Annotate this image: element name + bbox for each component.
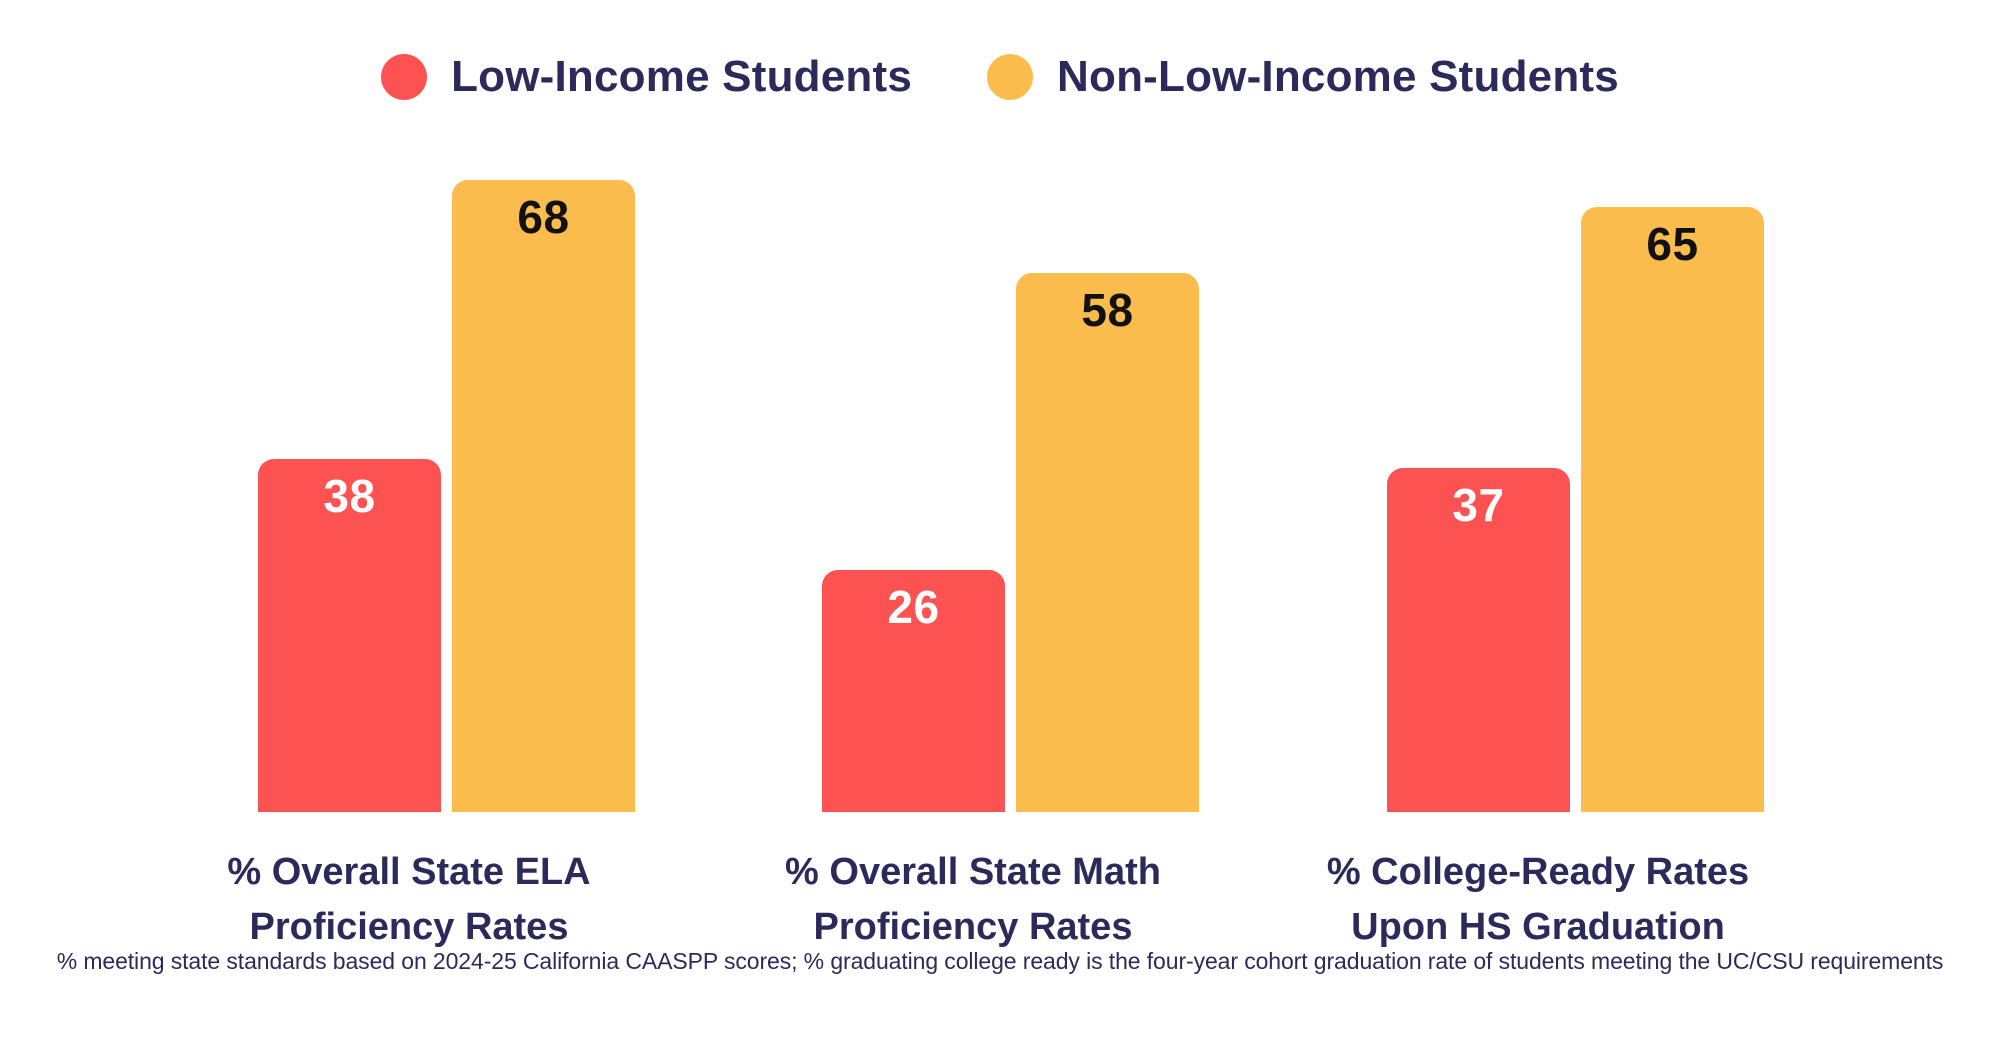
bar-group-ela — [258, 180, 635, 812]
bar-low-income-math — [822, 570, 1005, 812]
value-label-non-low-income-ela: 68 — [517, 191, 570, 243]
bar-non-low-income-college-ready — [1581, 207, 1764, 812]
category-label-math — [693, 845, 1253, 955]
category-label-college-ready-line1: % College-Ready Rates — [1326, 851, 1750, 893]
low-income-swatch-icon — [381, 54, 427, 100]
value-label-low-income-college-ready: 37 — [1452, 479, 1505, 531]
bar-low-income-ela — [258, 459, 441, 812]
footnote: % meeting state standards based on 2024-25 California CAASPP scores; % graduating college ready is the four-year cohort graduation rate of students meeting the UC/CSU requirements — [56, 948, 1944, 974]
bar-group-college-ready — [1387, 207, 1764, 812]
category-label-ela-line1: % Overall State ELA — [227, 851, 591, 893]
category-label-college-ready — [1258, 845, 1818, 955]
category-label-math-line1: % Overall State Math — [785, 851, 1161, 893]
bar-non-low-income-ela — [452, 180, 635, 812]
category-label-math-line2: Proficiency Rates — [813, 906, 1133, 948]
legend-label-low-income: Low-Income Students — [451, 52, 913, 101]
value-label-low-income-math: 26 — [887, 581, 940, 633]
non-low-income-swatch-icon — [987, 54, 1033, 100]
category-label-ela — [129, 845, 689, 955]
value-label-non-low-income-college-ready: 65 — [1646, 218, 1699, 270]
value-label-low-income-ela: 38 — [323, 470, 376, 522]
bar-low-income-college-ready — [1387, 468, 1570, 812]
category-label-college-ready-line2: Upon HS Graduation — [1351, 906, 1725, 948]
value-label-non-low-income-math: 58 — [1081, 284, 1134, 336]
legend-label-non-low-income: Non-Low-Income Students — [1057, 52, 1619, 101]
legend — [0, 52, 2000, 102]
legend-item-low-income — [381, 52, 912, 102]
bar-group-math — [822, 273, 1199, 812]
category-label-ela-line2: Proficiency Rates — [249, 906, 569, 948]
legend-item-non-low-income — [987, 52, 1619, 102]
bar-non-low-income-math — [1016, 273, 1199, 812]
